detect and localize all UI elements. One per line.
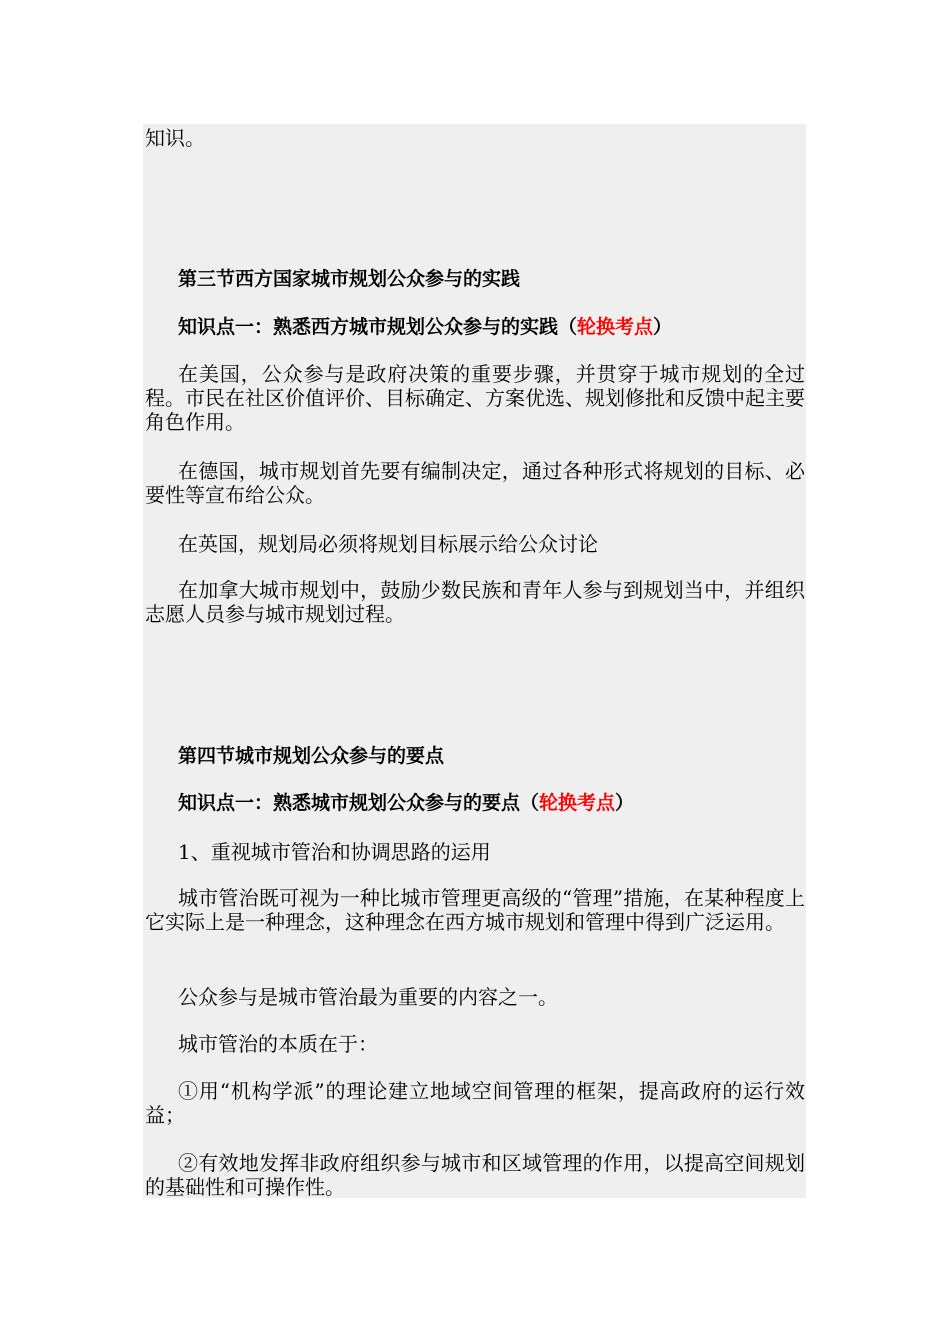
paragraph: 1、重视城市管治和协调思路的运用 <box>178 840 491 864</box>
paragraph: 城市管治的本质在于： <box>178 1032 378 1056</box>
paragraph: 在英国，规划局必须将规划目标展示给公众讨论 <box>178 532 598 556</box>
section3-heading: 第三节西方国家城市规划公众参与的实践 <box>178 268 521 290</box>
section4-knowledge-point <box>178 792 843 815</box>
paragraph: ②有效地发挥非政府组织参与城市和区域管理的作用，以提高空间规划的基础性和可操作性。 <box>145 1151 805 1199</box>
section3-knowledge-point <box>178 316 843 339</box>
paragraph: 在德国，城市规划首先要有编制决定，通过各种形式将规划的目标、必要性等宣布给公众。 <box>145 459 805 507</box>
kp-close: ） <box>615 792 635 814</box>
rotation-tag: 轮换考点 <box>539 792 616 814</box>
section4-heading: 第四节城市规划公众参与的要点 <box>178 745 445 767</box>
paragraph: 公众参与是城市管治最为重要的内容之一。 <box>178 985 558 1009</box>
kp-close: ） <box>653 316 673 338</box>
kp-label: 知识点一：熟悉城市规划公众参与的要点（ <box>178 792 540 814</box>
continuation-text: 知识。 <box>145 126 205 150</box>
paragraph: 在美国，公众参与是政府决策的重要步骤，并贯穿于城市规划的全过程。市民在社区价值评价、目标确定、方案优选、规划修批和反馈中起主要角色作用。 <box>145 362 805 434</box>
rotation-tag: 轮换考点 <box>577 316 654 338</box>
paragraph: ①用“机构学派”的理论建立地域空间管理的框架，提高政府的运行效益； <box>145 1079 805 1127</box>
paragraph: 在加拿大城市规划中，鼓励少数民族和青年人参与到规划当中，并组织志愿人员参与城市规划过程。 <box>145 578 805 626</box>
paragraph: 城市管治既可视为一种比城市管理更高级的“管理”措施，在某种程度上它实际上是一种理念，这种理念在西方城市规划和管理中得到广泛运用。 <box>145 886 805 934</box>
kp-label: 知识点一：熟悉西方城市规划公众参与的实践（ <box>178 316 578 338</box>
